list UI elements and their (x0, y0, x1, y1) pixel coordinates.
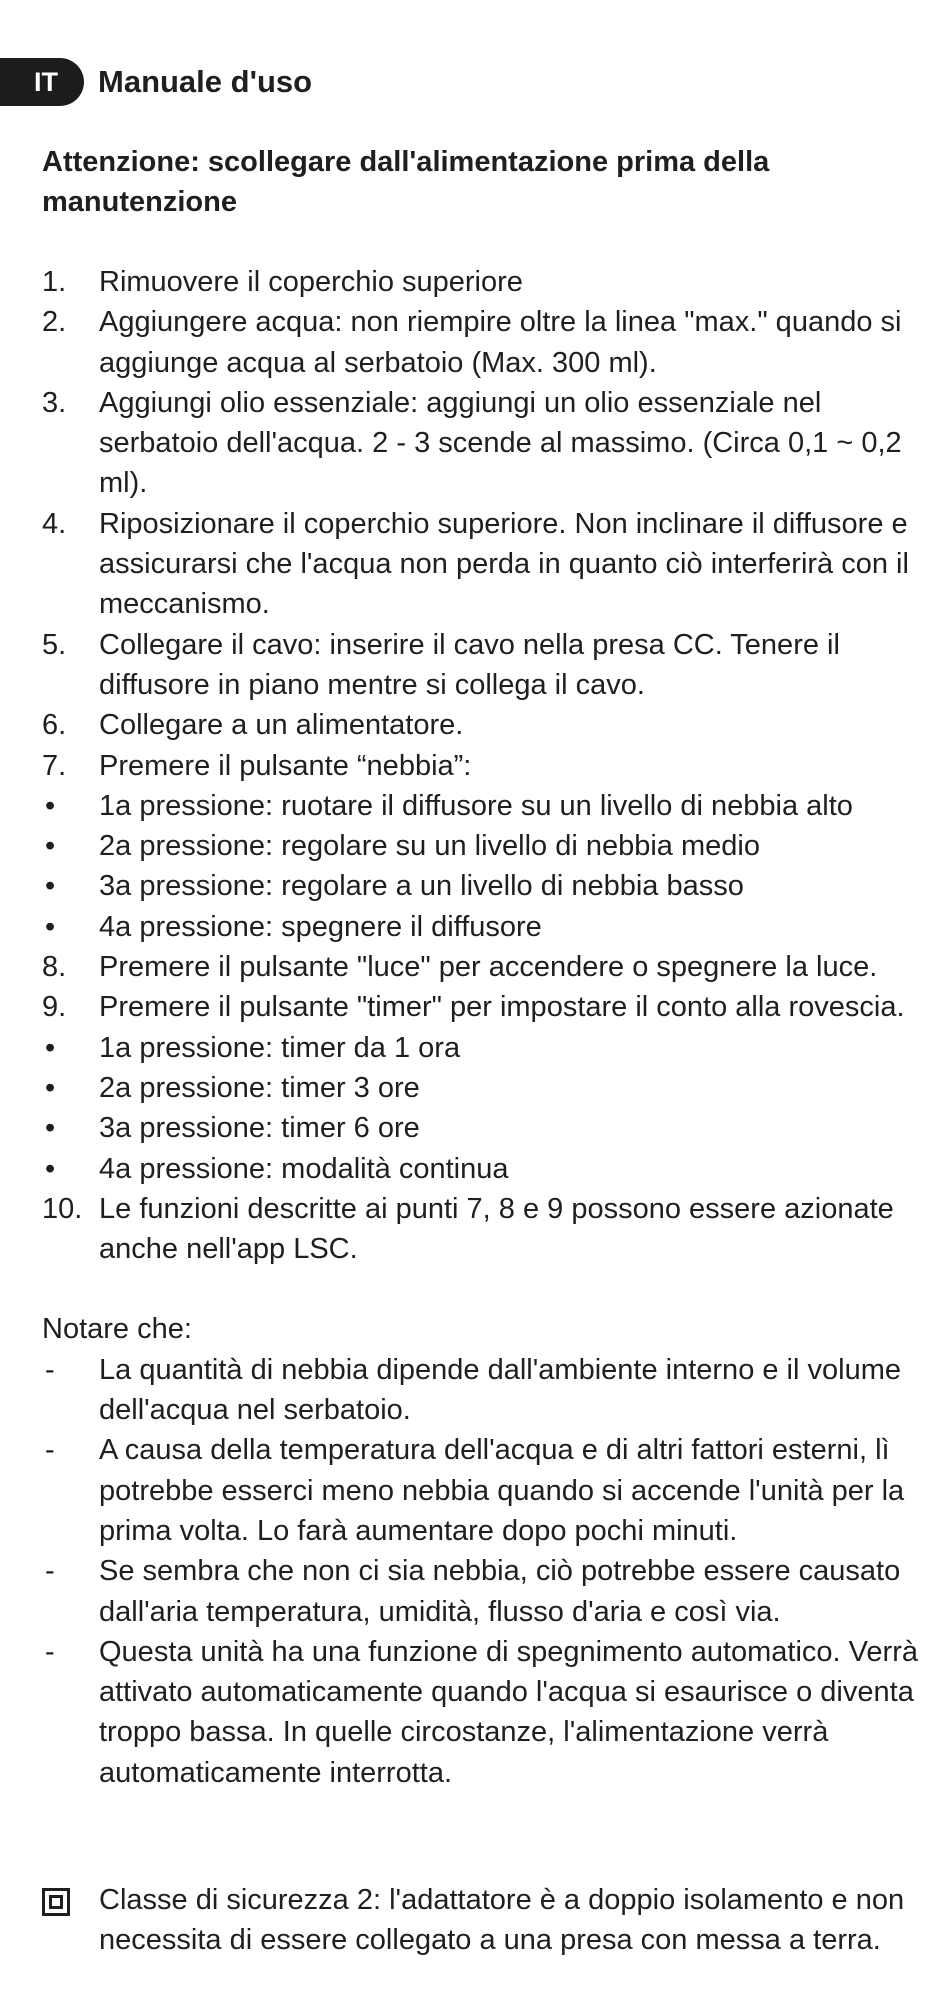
note-item: - Se sembra che non ci sia nebbia, ciò potrebbe essere causato dall'aria temperatura, umidità, flusso d'aria e così via. (45, 1555, 901, 1628)
note-item: - A causa della temperatura dell'acqua e di altri fattori esterni, lì potrebbe esserci meno nebbia quando si accende l'unità per la prima volta. Lo farà aumentare dopo pochi minuti. (45, 1434, 905, 1547)
instruction-item: 10. Le funzioni descritte ai punti 7, 8 e 9 possono essere azionate anche nell'app LSC. (42, 1192, 894, 1266)
instruction-bullet: • 4a pressione: spegnere il diffusore (45, 910, 542, 943)
instruction-item: 9. Premere il pulsante "timer" per impostare il conto alla rovescia. (42, 991, 905, 1024)
safety-class-text: Classe di sicurezza 2: l'adattatore è a doppio isolamento e non necessita di essere collegato a una presa con messa a terra. (99, 1884, 905, 1957)
instruction-item: 5. Collegare il cavo: inserire il cavo nella presa CC. Tenere il diffusore in piano mentre si collega il cavo. (42, 628, 840, 701)
instruction-item: 2. Aggiungere acqua: non riempire oltre la linea "max." quando si aggiunge acqua al serbatoio (Max. 300 ml). (42, 306, 902, 379)
manual-title: Manuale d'uso (98, 64, 313, 99)
instruction-item: 3. Aggiungi olio essenziale: aggiungi un olio essenziale nel serbatoio dell'acqua. 2 - 3 scende al massimo. (Circa 0,1 ~ 0,2 ml). (42, 386, 902, 500)
instruction-bullet: • 4a pressione: modalità continua (45, 1152, 509, 1185)
instruction-bullet: • 2a pressione: regolare su un livello di nebbia medio (45, 830, 760, 863)
instruction-item: 7. Premere il pulsante “nebbia”: (42, 749, 472, 782)
instruction-bullet: • 1a pressione: timer da 1 ora (45, 1031, 461, 1064)
instruction-bullet: • 3a pressione: timer 6 ore (45, 1112, 420, 1145)
instruction-bullet: • 2a pressione: timer 3 ore (45, 1071, 420, 1104)
instruction-bullet: • 1a pressione: ruotare il diffusore su un livello di nebbia alto (45, 789, 853, 822)
language-badge: IT (0, 58, 84, 106)
notes-heading: Notare che: (42, 1313, 192, 1346)
safety-class-note (42, 1880, 942, 1961)
instruction-item: 1. Rimuovere il coperchio superiore (42, 266, 523, 298)
maintenance-warning: Attenzione: scollegare dall'alimentazione prima della manutenzione (42, 146, 770, 218)
instruction-item: 8. Premere il pulsante "luce" per accendere o spegnere la luce. (42, 951, 878, 984)
instruction-item: 6. Collegare a un alimentatore. (42, 709, 464, 742)
manual-body (42, 262, 942, 1793)
instruction-bullet: • 3a pressione: regolare a un livello di nebbia basso (45, 870, 744, 903)
note-item: - Questa unità ha una funzione di spegnimento automatico. Verrà attivato automaticamente quando l'acqua si esaurisce o diventa troppo bassa. In quelle circostanze, l'alimentazione verrà automaticamente interrotta. (45, 1635, 918, 1789)
instructions-list (42, 262, 942, 1269)
manual-header (0, 58, 312, 106)
note-item: - La quantità di nebbia dipende dall'ambiente interno e il volume dell'acqua nel serbatoio. (45, 1353, 901, 1427)
instruction-item: 4. Riposizionare il coperchio superiore. Non inclinare il diffusore e assicurarsi che l'acqua non perda in quanto ciò interferirà con il meccanismo. (42, 507, 909, 621)
notes-list (42, 1350, 942, 1793)
double-insulation-icon (42, 1880, 99, 1961)
